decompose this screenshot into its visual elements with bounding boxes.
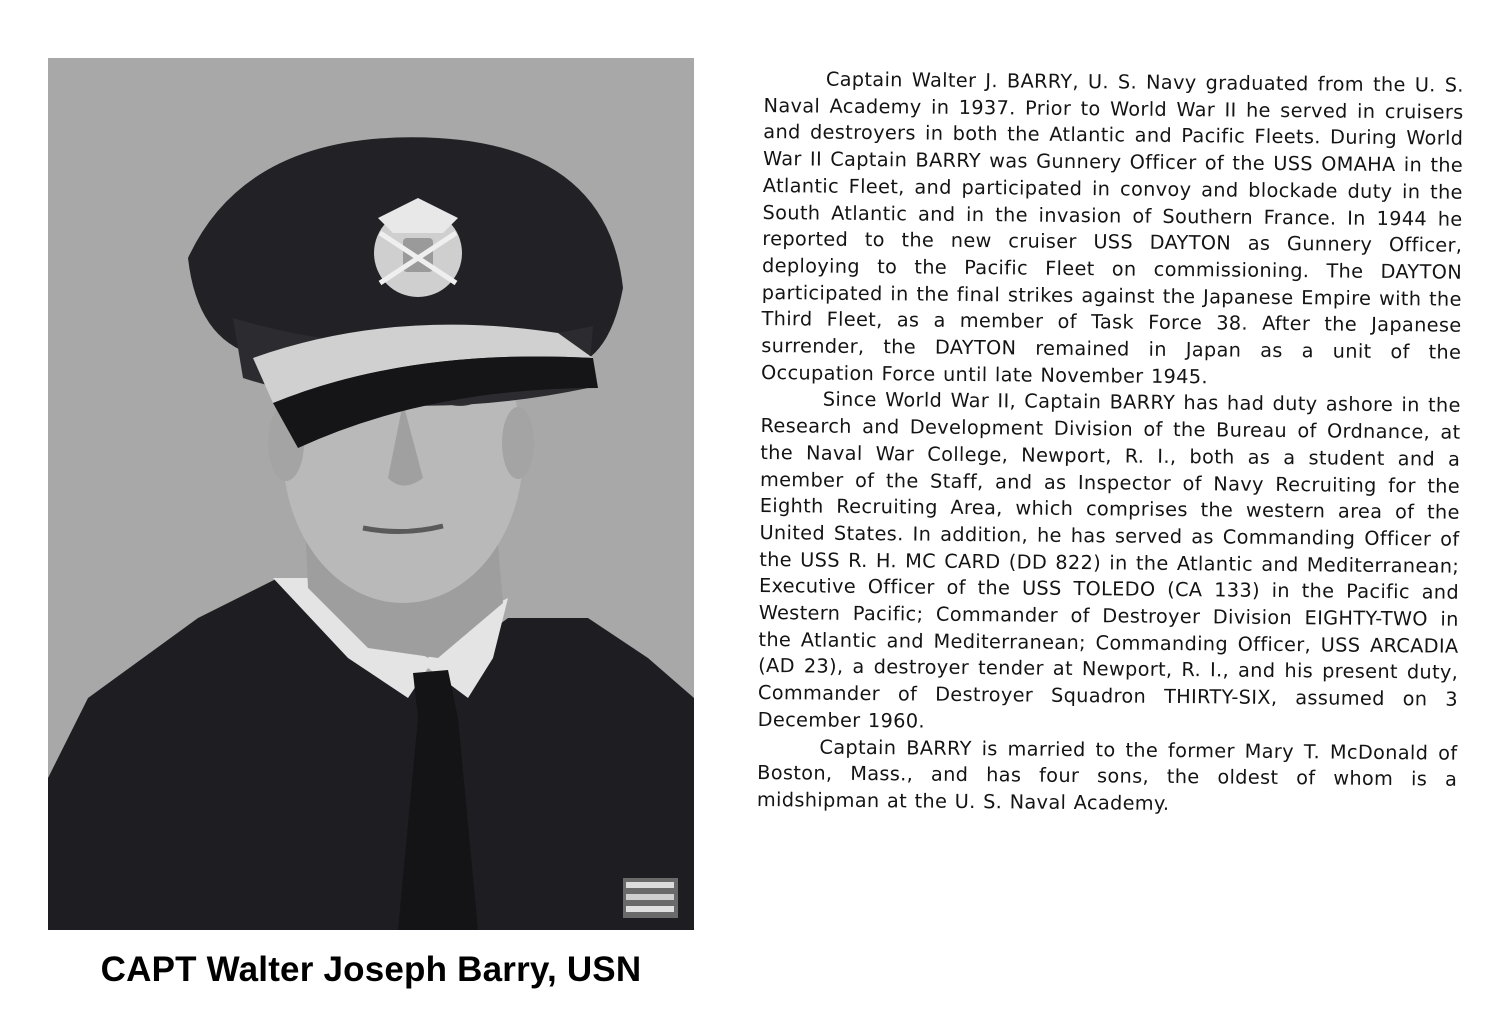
portrait-photo: [48, 58, 694, 930]
portrait-illustration: [48, 58, 694, 930]
biography-text: [757, 66, 1464, 820]
bio-paragraph-3: Captain BARRY is married to the former Mary T. McDonald of Boston, Mass., and has four sons, the oldest of whom is a midshipman at the U. S. Naval Academy.: [756, 735, 1458, 815]
bio-paragraph-1: Captain Walter J. BARRY, U. S. Navy graduated from the U. S. Naval Academy in 1937. Prior to World War II he served in cruisers and destroyers in both the Atlantic and Pacific Fleets. During World War II Captain BARRY was Gunnery Officer of the USS OMAHA in the Atlantic Fleet, and participated in convoy and blockade duty in the South Atlantic and in the invasion of Southern France. In 1944 he reported to the new cruiser USS DAYTON as Gunnery Officer, deploying to the Pacific Fleet on commissioning. The DAYTON participated in the final strikes against the Japanese Empire with the Third Fleet, as a member of Task Force 38. After the Japanese surrender, the DAYTON remained in Japan as a unit of the Occupation Force until late November 1945.: [760, 67, 1464, 389]
bio-paragraph-2: Since World War II, Captain BARRY has had duty ashore in the Research and Development Division of the Bureau of Ordnance, at the Naval War College, Newport, R. I., both as a student and a member of the Staff, and as Inspector of Navy Recruiting for the Eighth Recruiting Area, which comprises the western area of the United States. In addition, he has served as Commanding Officer of the USS R. H. MC CARD (DD 822) in the Atlantic and Mediterranean; Executive Officer of the USS TOLEDO (CA 133) in the Pacific and Western Pacific; Commander of Destroyer Division EIGHTY-TWO in the Atlantic and Mediterranean; Commanding Officer, USS ARCADIA (AD 23), a destroyer tender at Newport, R. I., and his present duty, Commander of Destroyer Squadron THIRTY-SIX, assumed on 3 December 1960.: [757, 388, 1461, 733]
photo-caption: CAPT Walter Joseph Barry, USN: [100, 950, 642, 989]
